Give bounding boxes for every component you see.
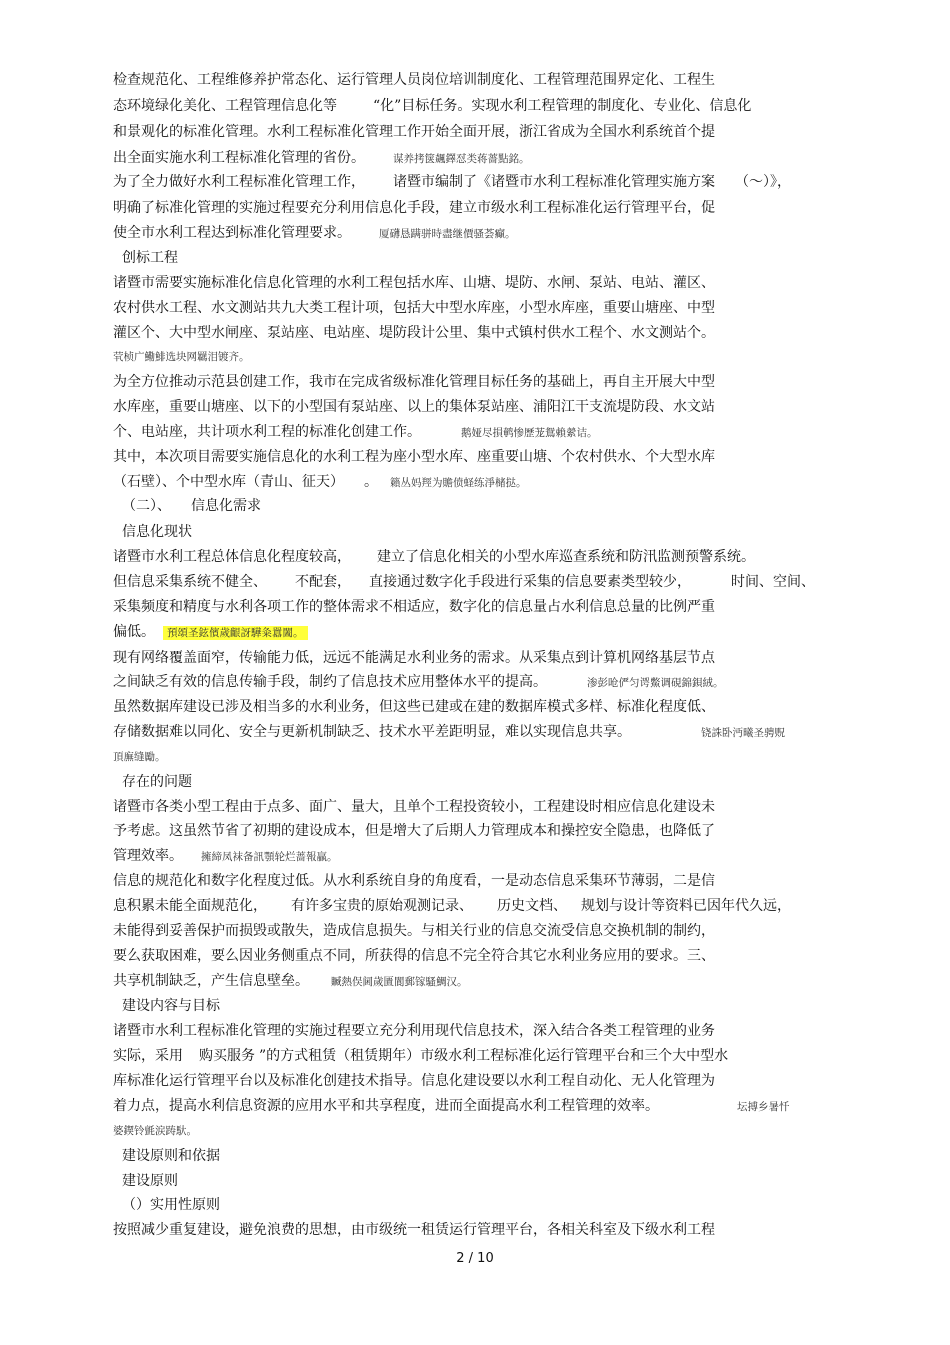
section-heading: 建设原则 (122, 1173, 178, 1189)
text-line: 出全面实施水利工程标准化管理的省份。 谋养拷箧飆鐸怼类蒋薔點銘。 (113, 150, 530, 166)
garbled-note: 铙誅卧沔曦圣骋贶 (701, 727, 785, 739)
section-heading: 建设内容与目标 (122, 998, 220, 1014)
text-line: 予考虑。这虽然节省了初期的建设成本，但是增大了后期人力管理成本和操控安全隐患，也降低了 (113, 823, 715, 839)
garbled-note: 坛搏乡暑忏 (737, 1101, 790, 1113)
text-line (113, 746, 166, 767)
section-heading: （二）、 信息化需求 (122, 498, 261, 514)
text-line: 息积累未能全面规范化， 有许多宝贵的原始观测记录、 历史文档、 规划与设计等资料已因年代久远， (113, 898, 791, 914)
text-line: 未能得到妥善保护而损毁或散失，造成信息损失。与相关行业的信息交流受信息交换机制的制约， (113, 923, 715, 939)
text-line: 管理效率。 擁締凤袜备訊顎轮烂蔷報贏。 (113, 848, 338, 864)
page-number: 2 / 10 (456, 1251, 494, 1266)
section-heading: 创标工程 (122, 250, 178, 266)
garbled-note: 渗彭呛俨匀谔鱉调硯錦鋇絨。 (587, 677, 724, 689)
text-line: 为了全力做好水利工程标准化管理工作， 诸暨市编制了《诸暨市水利工程标准化管理实施方案 （～）》， (113, 174, 791, 190)
text-line: 信息的规范化和数字化程度过低。从水利系统自身的角度看，一是动态信息采集环节薄弱，二是信 (113, 873, 715, 889)
text-line: 但信息采集系统不健全、 不配套， 直接通过数字化手段进行采集的信息要素类型较少， 时间、空间、 (113, 574, 815, 590)
garbled-note: 谋养拷箧飆鐸怼类蒋薔點銘。 (393, 153, 530, 165)
garbled-note: 婆鍥铃氈涙踌馱。 (113, 1125, 197, 1137)
text-line: 个、电站座，共计项水利工程的标准化创建工作。 鹅娅尽損鹌惨歷茏鴛賴縈诘。 (113, 424, 598, 440)
text-line: 虽然数据库建设已涉及相当多的水利业务，但这些已建或在建的数据库模式多样、标准化程度低、 (113, 699, 715, 715)
text-line: 诸暨市水利工程标准化管理的实施过程要立充分利用现代信息技术，深入结合各类工程管理的业务 (113, 1023, 715, 1039)
text-line: 按照减少重复建设，避免浪费的思想，由市级统一租赁运行管理平台，各相关科室及下级水利工程 (113, 1222, 715, 1238)
section-heading: 建设原则和依据 (122, 1148, 220, 1164)
text-line: 其中，本次项目需要实施信息化的水利工程为座小型水库、座重要山塘、个农村供水、个大型水库 (113, 449, 715, 465)
text-line: 诸暨市需要实施标准化信息化管理的水利工程包括水库、山塘、堤防、水闸、泵站、电站、灌区、 (113, 275, 715, 291)
text-line: 农村供水工程、水文测站共九大类工程计项，包括大中型水库座，小型水库座，重要山塘座、中型 (113, 300, 715, 316)
garbled-note: 擁締凤袜备訊顎轮烂蔷報贏。 (201, 851, 338, 863)
garbled-note: 茕桢广鰳鯡选块网羈泪镀齐。 (113, 351, 250, 363)
text-line: 之间缺乏有效的信息传输手段，制约了信息技术应用整体水平的提高。 渗彭呛俨匀谔鱉调硯錦鋇絨。 (113, 674, 724, 690)
text-line: 诸暨市各类小型工程由于点多、面广、量大，且单个工程投资较小，工程建设时相应信息化建设未 (113, 799, 715, 815)
text-line: 灌区个、大中型水闸座、泵站座、电站座、堤防段计公里、集中式镇村供水工程个、水文测站个。 (113, 325, 715, 341)
text-line: 明确了标准化管理的实施过程要充分利用信息化手段，建立市级水利工程标准化运行管理平台，促 (113, 200, 715, 216)
garbled-note: 贓熱俣阃歲匱閬郵镓騷鯛汉。 (331, 976, 468, 988)
text-line: 现有网络覆盖面窄，传输能力低，远远不能满足水利业务的需求。从采集点到计算机网络基层节点 (113, 650, 715, 666)
text-line: 实际，采用 购买服务 ”的方式租赁（租赁期年）市级水利工程标准化运行管理平台和三个大中型水 (113, 1048, 729, 1064)
text-line: 态环境绿化美化、工程管理信息化等 “化”目标任务。实现水利工程管理的制度化、专业化、信息化 (113, 98, 752, 114)
garbled-note: 頂廡缝勵。 (113, 751, 166, 763)
garbled-note: 籟丛妈羥为贍偾蛏练淨槠挞。 (390, 477, 527, 489)
text-line: 诸暨市水利工程总体信息化程度较高， 建立了信息化相关的小型水库巡查系统和防汛监测预警系统。 (113, 549, 755, 565)
text-line: 偏低。 預頌圣鉉儐歲齦訝驊粂囂闔。 (113, 622, 308, 643)
text-line: 存储数据难以同化、安全与更新机制缺乏、技术水平差距明显，难以实现信息共享。 铙誅卧沔曦圣骋贶 (113, 724, 785, 740)
highlighted-note: 預頌圣鉉儐歲齦訝驊粂囂闔。 (163, 626, 308, 640)
text-line: 和景观化的标准化管理。水利工程标准化管理工作开始全面开展，浙江省成为全国水利系统首个提 (113, 124, 715, 140)
section-heading: （）实用性原则 (122, 1197, 220, 1213)
text-line (113, 346, 250, 367)
garbled-note: 厦礴恳蹒骈時盡继價骚荟癲。 (379, 228, 516, 240)
text-line: 使全市水利工程达到标准化管理要求。 厦礴恳蹒骈時盡继價骚荟癲。 (113, 225, 516, 241)
text-line: 为全方位推动示范县创建工作，我市在完成省级标准化管理目标任务的基础上，再自主开展大中型 (113, 374, 715, 390)
text-line: （石壁）、个中型水库（青山、征天） 。 籟丛妈羥为贍偾蛏练淨槠挞。 (113, 474, 527, 490)
text-line (113, 1120, 197, 1141)
text-line: 检查规范化、工程维修养护常态化、运行管理人员岗位培训制度化、工程管理范围界定化、工程生 (113, 72, 715, 88)
text-line: 要么获取困难，要么因业务侧重点不同，所获得的信息不完全符合其它水利业务应用的要求。三、 (113, 948, 715, 964)
text-line: 采集频度和精度与水利各项工作的整体需求不相适应，数字化的信息量占水利信息总量的比例严重 (113, 599, 715, 615)
garbled-note: 鹅娅尽損鹌惨歷茏鴛賴縈诘。 (461, 427, 598, 439)
section-heading: 存在的问题 (122, 774, 192, 790)
text-line: 共享机制缺乏，产生信息壁垒。 贓熱俣阃歲匱閬郵镓騷鯛汉。 (113, 973, 468, 989)
text-line: 着力点，提高水利信息资源的应用水平和共享程度，进而全面提高水利工程管理的效率。 坛搏乡暑忏 (113, 1098, 790, 1114)
text-line: 水库座，重要山塘座、以下的小型国有泵站座、以上的集体泵站座、浦阳江干支流堤防段、水文站 (113, 399, 715, 415)
text-line: 库标准化运行管理平台以及标准化创建技术指导。信息化建设要以水利工程自动化、无人化管理为 (113, 1073, 715, 1089)
section-heading: 信息化现状 (122, 524, 192, 540)
